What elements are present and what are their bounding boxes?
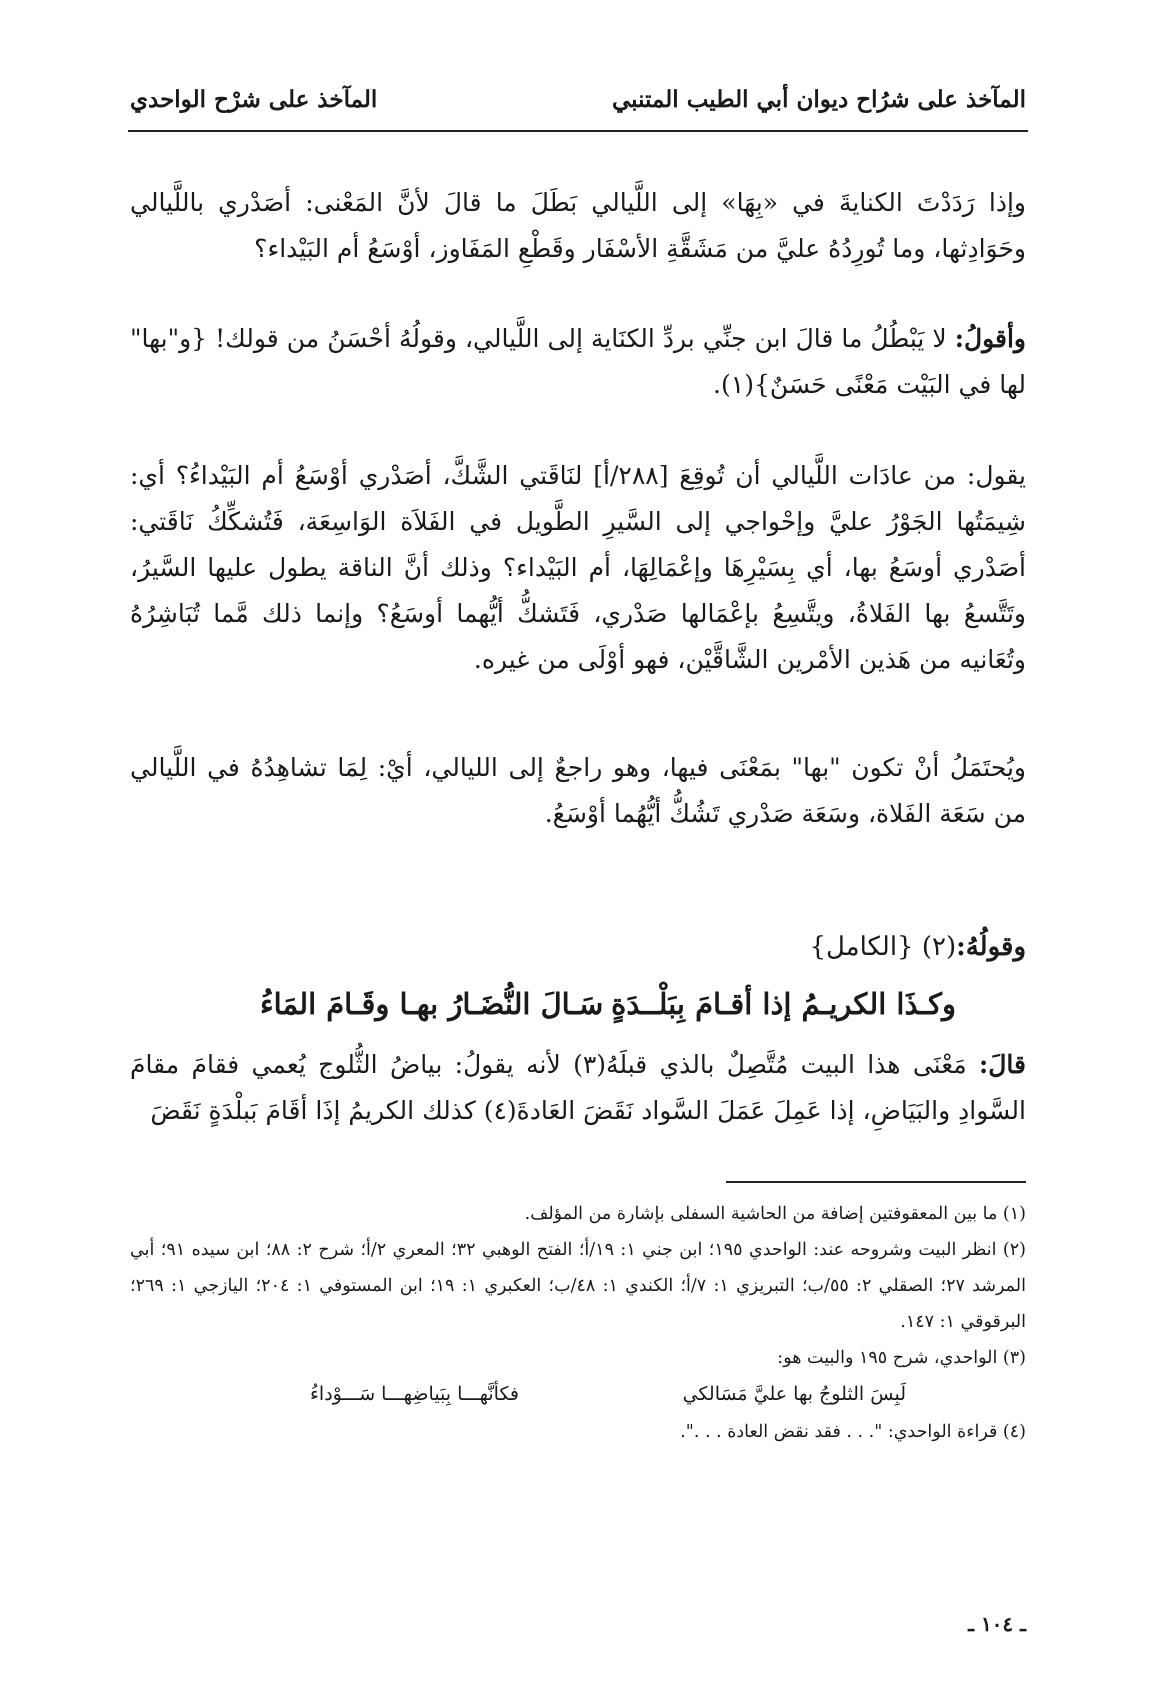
poem-verse — [200, 987, 956, 1037]
footnote-4: (٤) قراءة الواحدي: ". . . فقد نقض العادة . . .". — [680, 1422, 1026, 1442]
page-number: ـ ١٠٤ ـ — [968, 1612, 1026, 1636]
running-header — [130, 86, 1026, 126]
footnotes — [130, 1196, 1026, 1450]
verse-intro-meter: (٢) {الكامل} — [809, 932, 957, 962]
verse-first-hemistich: وكـذَا الكريـمُ إذا أقـامَ بِبَلْــدَةٍ — [611, 987, 956, 1021]
verse-intro — [809, 932, 1026, 962]
verse-intro-lead: وقولُهُ: — [956, 932, 1026, 962]
paragraph-2-text: لا يَبْطُلُ ما قالَ ابن جنِّي بردِّ الكنَاية إلى اللَّيالي، وقولُهُ أحْسَنُ من قولك! {و"بها" لها في البَيْت مَعْنًى حَسَنٌ}(١). — [130, 324, 1026, 399]
verse-second-hemistich: سَـالَ النُّضَـارُ بهـا وقَـامَ المَاءُ — [260, 987, 604, 1021]
footnote-verse-second-hemistich: فكأنَّهـــا بِبَياضِهـــا سَـــوْداءُ — [310, 1383, 520, 1405]
paragraph-5 — [130, 1042, 1026, 1134]
header-book-title: المآخذ على شرُاح ديوان أبي الطيب المتنبي — [612, 86, 1026, 113]
footnote-verse-first-hemistich: لَبِسَ الثلوجُ بها عليَّ مَسَالكي — [682, 1383, 906, 1405]
paragraph-3: يقول: من عادَات اللَّيالي أن تُوقِعَ [٢٨٨/أ] لنَاقَتي الشَّكَّ، أصَدْري أوْسَعُ أم البَيْداءُ؟ أي: شِيمَتُها الجَوْرُ عليَّ وإحْواجي إلى السَّيرِ الطَّويل في الفَلاَة الوَاسِعَة، فَتُشكِّكُ نَاقَتي: أصَدْري أوسَعُ بها، أي بِسَيْرِهَا وإعْمَالِهَا، أم البَيْداء؟ وذلك أنَّ الناقة يطول عليها السَّيرُ، وتَتَّسعُ بها الفَلاةُ، ويتَّسِعُ بإعْمَالها صَدْري، فَتَشكُّ أيُّهما أوسَعُ؟ وإنما ذلك مَّما تُبَاشِرُهُ وتُعَانيه من هَذين الأمْرين الشَّاقَّيْن، فهو أوْلَى من غيره. — [130, 461, 1027, 674]
footnote-divider — [726, 1181, 1026, 1183]
paragraph-5-text: مَعْنَى هذا البيت مُتَّصِلٌ بالذي قبلَهُ(٣) لأنه يقولُ: بياضُ الثُّلوج يُعمي فقامَ مقامَ السَّوادِ والبَيَاضِ، إذا عَمِلَ عَمَلَ السَّواد نَقَضَ العَادةَ(٤) كذلك الكريمُ إذَا أقَامَ بَبلْدَةٍ نَقَضَ — [130, 1050, 1026, 1125]
header-divider — [128, 130, 1028, 132]
paragraph-1: وإذا رَدَدْتَ الكنايةَ في «بِهَا» إلى اللَّيالي بَطَلَ ما قالَ لأنَّ المَعْنى: أصَدْري باللَّيالي وحَوَادِثها، وما تُورِدُهُ عليَّ من مَشَقَّةِ الأسْفَار وقَطْعِ المَفَاوز، أوْسَعُ أم البَيْداء؟ — [130, 188, 1026, 263]
header-chapter-title: المآخذ على شرْح الواحدي — [130, 86, 378, 113]
paragraph-2-lead: وأقولُ: — [954, 324, 1026, 353]
footnote-3-verse — [130, 1376, 1026, 1414]
paragraph-5-lead: قالَ: — [979, 1050, 1026, 1079]
paragraph-4: ويُحتَمَلُ أنْ تكون "بها" بمَعْنَى فيها، وهو راجعٌ إلى الليالي، أيْ: لِمَا تشاهِدُهُ في اللَّيالي من سَعَة الفَلاة، وسَعَة صَدْري تَشُكُّ أيُّهُما أوْسَعُ. — [130, 753, 1026, 828]
paragraph-2 — [130, 316, 1026, 408]
footnote-1: (١) ما بين المعقوفتين إضافة من الحاشية السفلى بإشارة من المؤلف. — [524, 1204, 1026, 1224]
footnote-3: (٣) الواحدي، شرح ١٩٥ والبيت هو: — [777, 1348, 1026, 1368]
footnote-2: (٢) انظر البيت وشروحه عند: الواحدي ١٩٥؛ ابن جني ١: ١٩/أ؛ الفتح الوهبي ٣٢؛ المعري ٢/أ؛ شرح ٢: ٨٨؛ ابن سيده ٩١؛ أبي المرشد ٢٧؛ الصقلي ٢: ٥٥/ب؛ التبريزي ١: ٧/أ؛ الكندي ١: ٤٨/ب؛ العكبري ١: ١٩؛ ابن المستوفي ١: ٢٠٤؛ اليازجي ١: ٢٦٩؛ البرقوقي ١: ١٤٧. — [130, 1240, 1026, 1332]
